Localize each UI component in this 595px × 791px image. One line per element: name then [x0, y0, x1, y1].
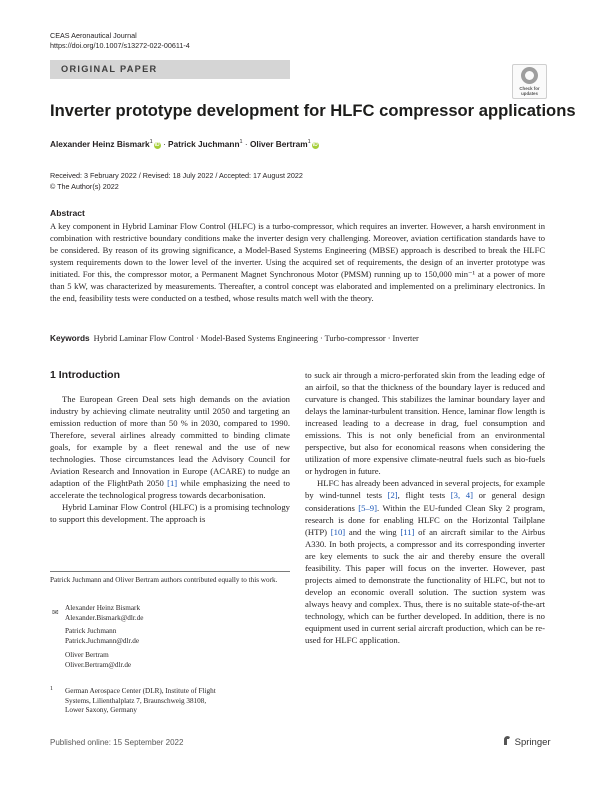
citation-link[interactable]: [11]	[400, 526, 415, 537]
contribution-note: Patrick Juchmann and Oliver Bertram authors contributed equally to this work.	[50, 576, 278, 584]
affiliation-line: Systems, Lilienthalplatz 7, Braunschweig 38108,	[65, 696, 207, 705]
citation-link[interactable]: [10]	[330, 526, 346, 537]
author-name: Alexander Heinz Bismark	[50, 139, 150, 149]
article-type-bar	[50, 60, 290, 79]
crossmark-icon	[521, 67, 538, 84]
publisher-name: Springer	[514, 737, 551, 748]
copyright-line: © The Author(s) 2022	[50, 181, 119, 191]
abstract-text: A key component in Hybrid Laminar Flow Control (HLFC) is a turbo-compressor, which requires an inverter. However, a harsh environment in combination with restrictive boundary conditions make the inverter design very challenging. Moreover, aviation certification standards have to be considered. By reason of its growing significance, a Model-Based Systems Engineering (MBSE) approach is described to break the HLFC system requirements down to the lower level of the inverter. Using the acquired set of requirements, the design of an inverter prototype was initiated. For this, the compressor motor, a Permanent Magnet Synchronous Motor (PMSM) running up to 150,000 min⁻¹ at a power of more than 5 kW, was characterized by measurements. Thereafter, a control concept was elaborated and implemented on a preliminary electronics. In the end, feasibility tests were conducted on a testbed, whose results match well with the theory.	[50, 221, 545, 304]
author-name: Patrick Juchmann	[168, 139, 240, 149]
keywords-line	[50, 333, 419, 343]
article-type-label: ORIGINAL PAPER	[61, 64, 158, 74]
paragraph: Hybrid Laminar Flow Control (HLFC) is a promising technology to support this development. The approach is	[50, 502, 290, 525]
published-online: Published online: 15 September 2022	[50, 738, 184, 747]
publication-dates	[50, 171, 303, 192]
paragraph: to suck air through a micro-perforated skin from the leading edge of an airfoil, so that the thickness of the boundary layer is reduced and curvature is changed. This stabilizes the laminar boundary layer and delays the laminar-turbulent transition. Hence, laminar flow length is increased leading to a decrease in drag, fuel consumption and emissions. This is not only beneficial from an environmental perspective, but also for economical reasons when considering the utilization of more expensive climate-neutral fuels such as bio-fuels or hydrogen in future.	[305, 370, 545, 477]
author-separator: ·	[160, 139, 169, 149]
contact-block	[65, 627, 290, 646]
contact-email[interactable]: Oliver.Bertram@dlr.de	[65, 660, 132, 669]
keywords-text: Hybrid Laminar Flow Control · Model-Based Systems Engineering · Turbo-compressor · Inverter	[93, 334, 419, 343]
body-column-right	[305, 369, 545, 646]
check-for-updates-label: Check for updates	[519, 86, 540, 96]
springer-horse-icon	[502, 735, 512, 746]
paragraph-text: or general design considerations	[305, 490, 545, 513]
affiliation-superscript: 1	[149, 139, 153, 146]
affiliation-number: 1	[50, 686, 53, 692]
affiliation-line: German Aerospace Center (DLR), Institute of Flight	[65, 687, 216, 695]
abstract-heading: Abstract	[50, 208, 85, 218]
paragraph-text: and the wing	[345, 526, 401, 537]
affiliation-line: Lower Saxony, Germany	[65, 706, 137, 715]
paragraph-text: while emphasizing the need to accelerate the technological progress towards decarbonisation.	[50, 478, 290, 501]
paragraph-text: HLFC has already been advanced in several projects, for example by wind-tunnel tests	[305, 478, 545, 501]
citation-link[interactable]: [5–9]	[358, 502, 377, 513]
received-revised-accepted: Received: 3 February 2022 / Revised: 18 July 2022 / Accepted: 17 August 2022	[50, 171, 303, 180]
affiliation	[65, 687, 290, 716]
corresponding-contacts	[65, 604, 290, 674]
envelope-icon: ✉	[52, 608, 59, 617]
paper-title: Inverter prototype development for HLFC compressor applications	[50, 101, 576, 120]
affiliation-superscript: 1	[239, 139, 243, 146]
paragraph	[50, 393, 290, 501]
contact-email[interactable]: Patrick.Juchmann@dlr.de	[65, 637, 140, 646]
contact-block	[65, 604, 290, 623]
contact-name: Patrick Juchmann	[65, 627, 117, 636]
footnote-divider	[50, 571, 290, 572]
orcid-icon[interactable]: iD	[312, 142, 318, 148]
orcid-icon[interactable]: iD	[154, 142, 160, 148]
author-name: Oliver Bertram	[249, 139, 308, 149]
check-for-updates-badge[interactable]	[512, 64, 547, 99]
citation-link[interactable]: [1]	[167, 478, 178, 489]
publisher-logo	[502, 735, 551, 748]
citation-link[interactable]: [2]	[387, 490, 398, 501]
author-separator: ·	[242, 139, 250, 149]
contact-email[interactable]: Alexander.Bismark@dlr.de	[65, 613, 144, 622]
contact-block	[65, 651, 290, 670]
paragraph-text: The European Green Deal sets high demands on the aviation industry by achieving climate neutrality until 2050 and targeting an emission reduction of more than 50 % in 2030, compared to 1990. Therefore, several airlines already committed to binding climate goals, for example by a fleet renewal and the use of new technologies. Those circumstances lead the Advisory Council for Aviation Research and Innovation in Europe (ACARE) to nudge an adaption of the FlightPath 2050	[50, 394, 290, 489]
citation-link[interactable]: [3, 4]	[450, 490, 473, 501]
doi-link[interactable]: https://doi.org/10.1007/s13272-022-00611-4	[50, 41, 190, 50]
paragraph	[305, 477, 545, 646]
paragraph-text: of an aircraft similar to the Airbus A330. In both projects, a compressor and its corresponding inverter are key elements to suck the air and thereby ensure the overall feasibility. This paper will focus on the inverter. However, past projects aimed to demonstrate the functionality of HLFC, but not to develop an economic overall solution. The suction system was always heavy and complex. Thus, there is no suitable state-of-the-art technology, which can be further developed. In addition, there is no equipment used in current serial aircraft production, which can be re-used for HLFC application.	[305, 526, 546, 646]
author-list	[50, 139, 319, 149]
body-column-left	[50, 393, 290, 526]
paragraph-text: . Within the EU-funded Clean Sky 2 program, research is done for enabling HLFC on the Horizontal Tailplane (HTP)	[305, 502, 545, 537]
keywords-label: Keywords	[50, 333, 90, 343]
journal-name: CEAS Aeronautical Journal	[50, 31, 137, 40]
paragraph-text: , flight tests	[397, 490, 451, 501]
contact-name: Alexander Heinz Bismark	[65, 604, 141, 612]
contact-name: Oliver Bertram	[65, 650, 109, 659]
section-heading: 1 Introduction	[50, 369, 120, 381]
affiliation-superscript: 1	[307, 139, 311, 146]
